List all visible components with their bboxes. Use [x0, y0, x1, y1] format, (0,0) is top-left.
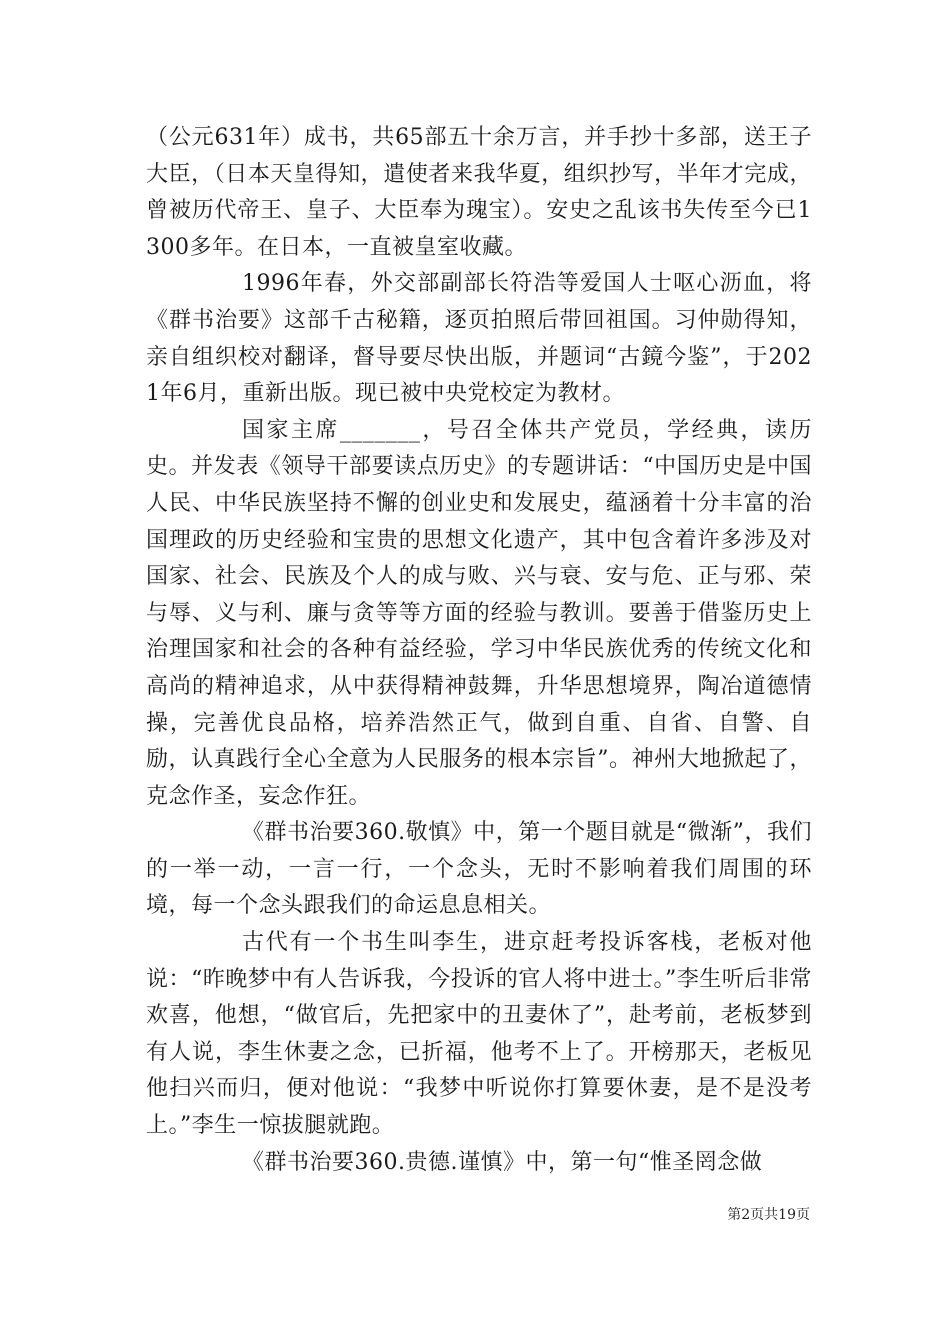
paragraph-2: 1996年春，外交部副部长符浩等爱国人士呕心沥血，将《群书治要》这部千古秘籍，逐页拍照后带回祖国。习仲勋得知，亲自组织校对翻译，督导要尽快出版，并题词“古鏡今鉴”，于2021年6月，重新出版。现已被中央党校定为教材。 — [146, 271, 812, 407]
document-body — [146, 120, 812, 1181]
page-number: 第2页共19页 — [727, 1207, 810, 1223]
paragraph-4: 《群书治要360.敬慎》中，第一个题目就是“微渐”，我们的一举一动，一言一行，一个念头，无时不影响着我们周围的环境，每一个念头跟我们的命运息息相关。 — [146, 820, 812, 919]
paragraph-1: （公元631年）成书，共65部五十余万言，并手抄十多部，送王子大臣，（日本天皇得知，遣使者来我华夏，组织抄写，半年才完成，曾被历代帝王、皇子、大臣奉为瑰宝）。安史之乱该书失传至今已1300多年。在日本，一直被皇室收藏。 — [146, 125, 812, 260]
paragraph-5: 古代有一个书生叫李生，进京赶考投诉客栈，老板对他说：“昨晚梦中有人告诉我，今投诉的官人将中进士。”李生听后非常欢喜，他想，“做官后，先把家中的丑妻休了”，赴考前，老板梦到有人说，李生休妻之念，已折福，他考不上了。开榜那天，老板见他扫兴而归，便对他说：“我梦中听说你打算要休妻，是不是没考上。”李生一惊拔腿就跑。 — [146, 930, 812, 1139]
paragraph-3: 国家主席_______，号召全体共产党员，学经典，读历史。并发表《领导干部要读点历史》的专题讲话：“中国历史是中国人民、中华民族坚持不懈的创业史和发展史，蕴涵着十分丰富的治国理政的历史经验和宝贵的思想文化遗产，其中包含着许多涉及对国家、社会、民族及个人的成与败、兴与衰、安与危、正与邪、荣与辱、义与利、廉与贪等等方面的经验与教训。要善于借鉴历史上治理国家和社会的各种有益经验，学习中华民族优秀的传统文化和高尚的精神追求，从中获得精神鼓舞，升华思想境界，陶冶道德情操，完善优良品格，培养浩然正气，做到自重、自省、自警、自励，认真践行全心全意为人民服务的根本宗旨”。神州大地掀起了，克念作圣，妄念作狂。 — [146, 417, 812, 809]
paragraph-6: 《群书治要360.贵德.谨慎》中，第一句“惟圣罔念做 — [242, 1149, 763, 1175]
